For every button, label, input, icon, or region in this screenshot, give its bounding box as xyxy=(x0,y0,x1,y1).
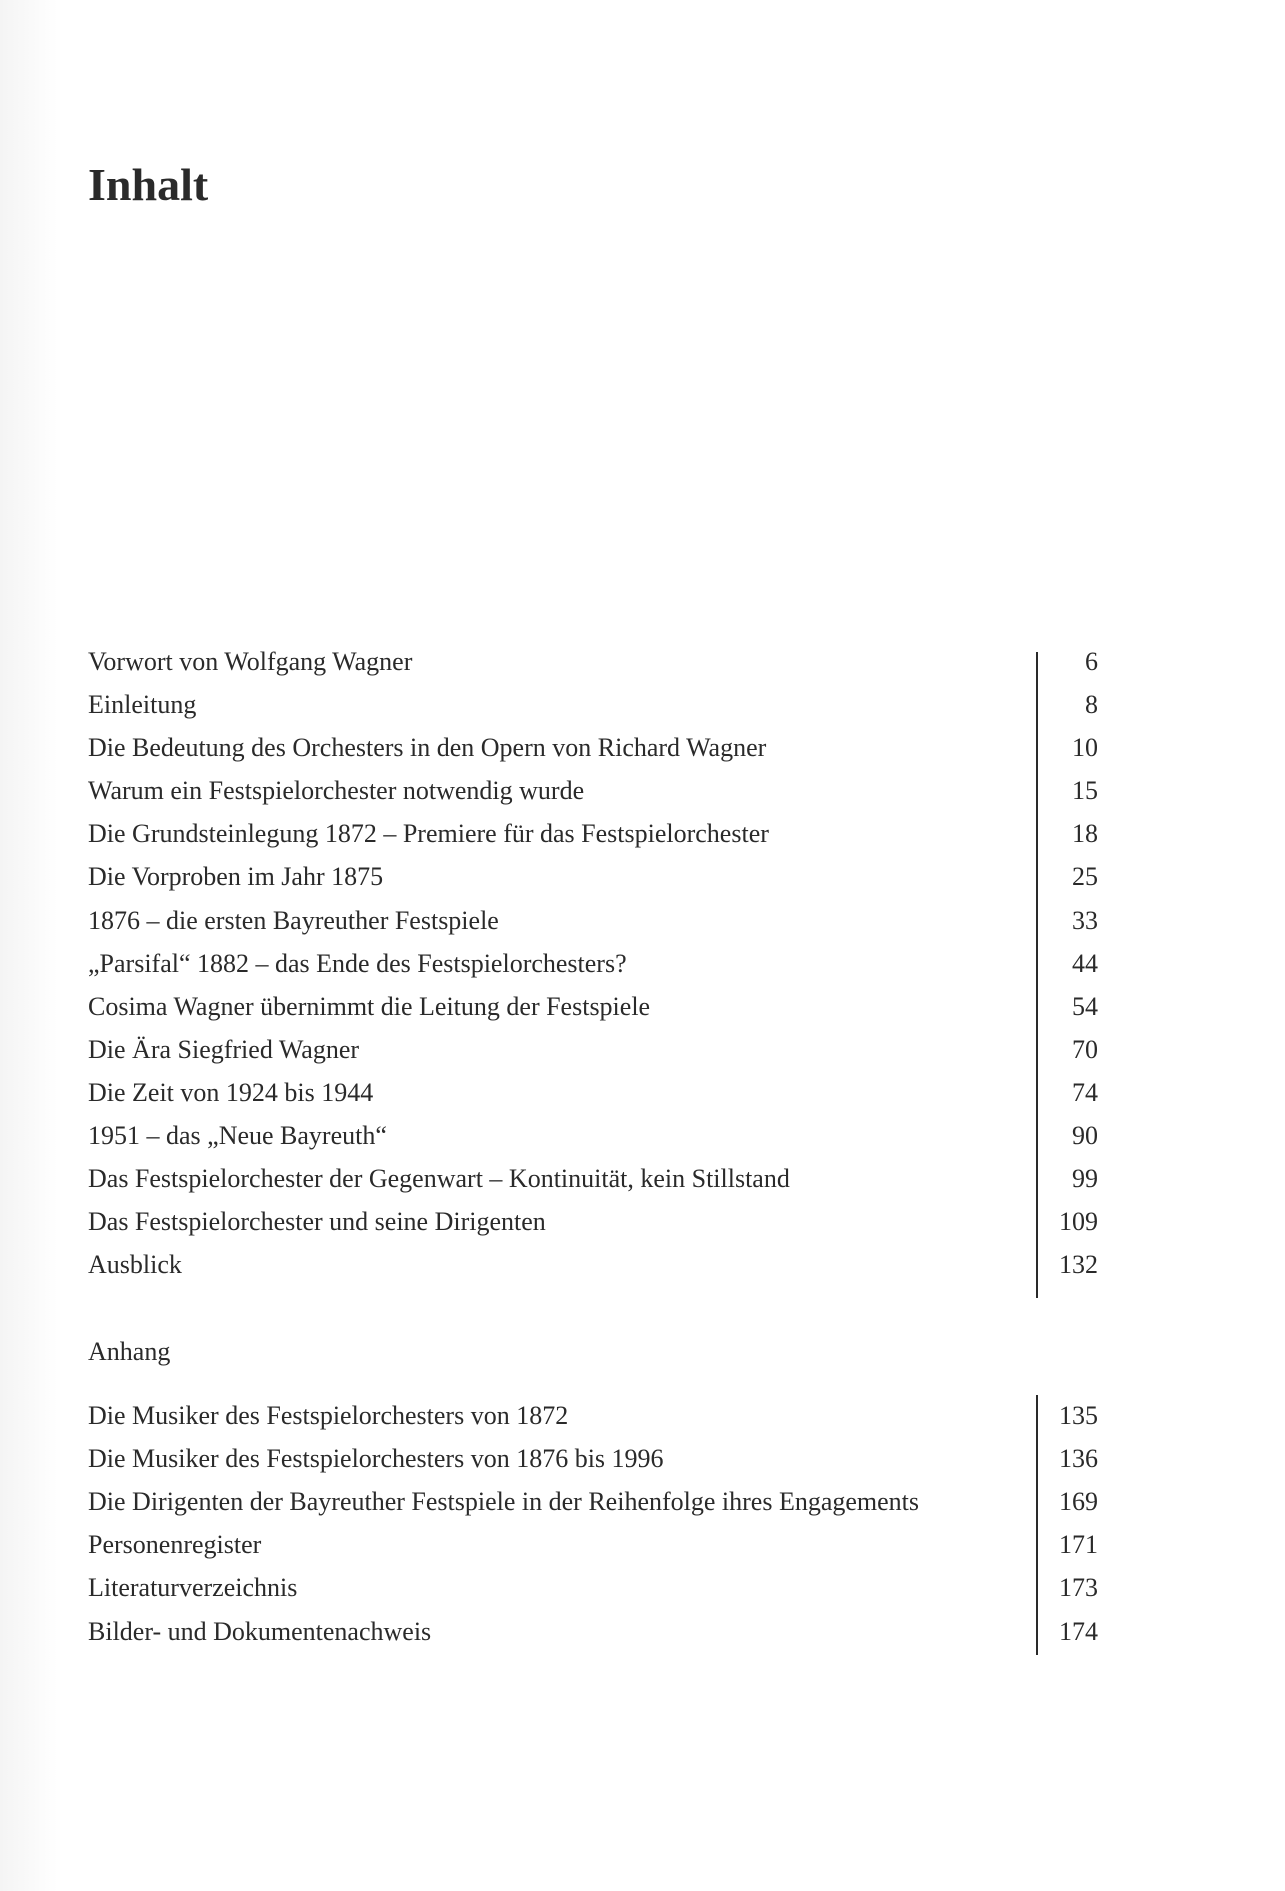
appendix-entry[interactable] xyxy=(88,1394,1108,1437)
toc-entry-title: 1951 – das „Neue Bayreuth“ xyxy=(88,1121,387,1151)
toc-entry[interactable] xyxy=(88,726,1108,769)
toc-entry-title: Die Bedeutung des Orchesters in den Opern von Richard Wagner xyxy=(88,733,767,763)
toc-entry-title: Personenregister xyxy=(88,1530,262,1560)
toc-entry-title: Die Grundsteinlegung 1872 – Premiere für das Festspielorchester xyxy=(88,819,769,849)
toc-entry-page: 6 xyxy=(1085,647,1098,676)
appendix-entry[interactable] xyxy=(88,1610,1108,1653)
toc-entry-page: 109 xyxy=(1059,1207,1098,1237)
toc-entry-page: 44 xyxy=(1072,948,1098,978)
toc-entry-page: 90 xyxy=(1072,1121,1098,1151)
toc-entry-page: 74 xyxy=(1072,1077,1098,1107)
toc-entry-title: Die Musiker des Festspielorchesters von 1872 xyxy=(88,1401,569,1431)
toc-entry-title: Warum ein Festspielorchester notwendig wurde xyxy=(88,776,585,806)
toc-entry[interactable] xyxy=(88,640,1108,683)
table-of-contents xyxy=(88,640,1108,1653)
toc-entry-page: 33 xyxy=(1072,905,1098,935)
page-edge-shadow xyxy=(0,0,58,1891)
toc-entry[interactable] xyxy=(88,1243,1108,1286)
toc-entry-title: Bilder- und Dokumentenachweis xyxy=(88,1616,432,1646)
page-number-divider xyxy=(1036,652,1038,1298)
toc-entry[interactable] xyxy=(88,1028,1108,1071)
toc-entry-title: 1876 – die ersten Bayreuther Festspiele xyxy=(88,905,499,935)
toc-entry-page: 132 xyxy=(1059,1250,1098,1280)
toc-entry-title: Das Festspielorchester und seine Dirigenten xyxy=(88,1207,546,1237)
appendix-entry[interactable] xyxy=(88,1523,1108,1566)
appendix-entry[interactable] xyxy=(88,1566,1108,1609)
toc-entry-page: 54 xyxy=(1072,991,1098,1021)
toc-entry[interactable] xyxy=(88,1071,1108,1114)
toc-entry-title: „Parsifal“ 1882 – das Ende des Festspielorchesters? xyxy=(88,948,627,978)
toc-entry-page: 10 xyxy=(1072,733,1098,763)
toc-entry-page: 25 xyxy=(1072,862,1098,892)
toc-entry-title: Vorwort von Wolfgang Wagner xyxy=(88,647,413,676)
toc-entry-page: 173 xyxy=(1059,1573,1098,1603)
toc-entry[interactable] xyxy=(88,1157,1108,1200)
toc-entry-title: Die Musiker des Festspielorchesters von 1876 bis 1996 xyxy=(88,1444,664,1474)
toc-entry[interactable] xyxy=(88,942,1108,985)
toc-entry-title: Die Zeit von 1924 bis 1944 xyxy=(88,1077,374,1107)
toc-entry-page: 8 xyxy=(1085,690,1098,720)
toc-entry[interactable] xyxy=(88,812,1108,855)
appendix-entry[interactable] xyxy=(88,1480,1108,1523)
toc-entry-title: Die Ära Siegfried Wagner xyxy=(88,1034,360,1064)
toc-entry-title: Cosima Wagner übernimmt die Leitung der Festspiele xyxy=(88,991,651,1021)
toc-entry[interactable] xyxy=(88,855,1108,898)
toc-entry[interactable] xyxy=(88,985,1108,1028)
toc-entry[interactable] xyxy=(88,899,1108,942)
toc-entry[interactable] xyxy=(88,1114,1108,1157)
toc-entry[interactable] xyxy=(88,683,1108,726)
toc-entry-page: 171 xyxy=(1059,1530,1098,1560)
toc-entry-page: 15 xyxy=(1072,776,1098,806)
toc-entry-page: 18 xyxy=(1072,819,1098,849)
toc-entry[interactable] xyxy=(88,1200,1108,1243)
toc-entry-page: 169 xyxy=(1059,1487,1098,1517)
appendix-heading: Anhang xyxy=(88,1336,171,1366)
page-number-divider xyxy=(1036,1395,1038,1655)
toc-entry-page: 99 xyxy=(1072,1164,1098,1194)
toc-entry-page: 174 xyxy=(1059,1616,1098,1646)
page-title: Inhalt xyxy=(88,159,209,210)
toc-entry[interactable] xyxy=(88,769,1108,812)
toc-entry-title: Einleitung xyxy=(88,690,197,720)
toc-entry-title: Ausblick xyxy=(88,1250,182,1280)
toc-entry-title: Die Vorproben im Jahr 1875 xyxy=(88,862,384,892)
toc-entry-page: 70 xyxy=(1072,1034,1098,1064)
toc-entry-title: Literaturverzeichnis xyxy=(88,1573,298,1603)
toc-entry-title: Das Festspielorchester der Gegenwart – Kontinuität, kein Stillstand xyxy=(88,1164,790,1194)
appendix-entry[interactable] xyxy=(88,1437,1108,1480)
toc-entry-title: Die Dirigenten der Bayreuther Festspiele in der Reihenfolge ihres Engagements xyxy=(88,1487,920,1517)
toc-entry-page: 136 xyxy=(1059,1444,1098,1474)
toc-entry-page: 135 xyxy=(1059,1401,1098,1431)
